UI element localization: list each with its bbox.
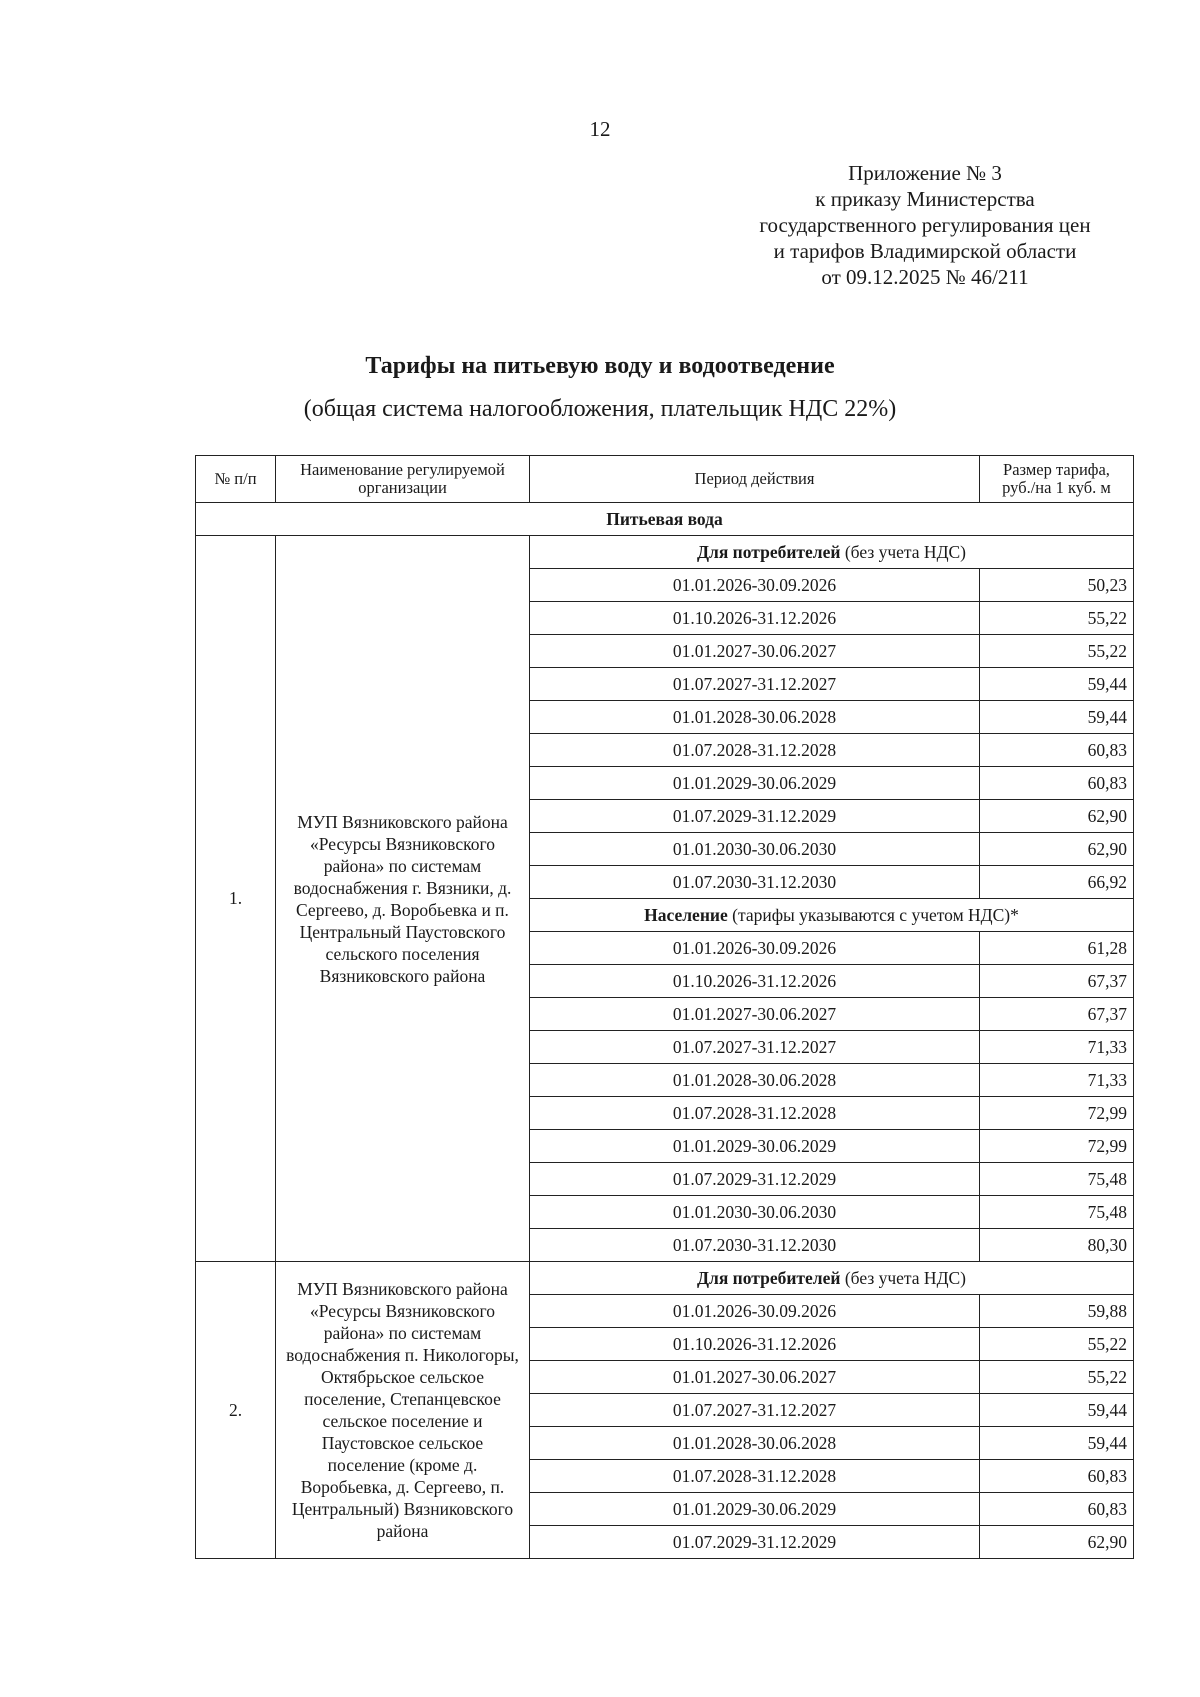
period-cell: 01.01.2029-30.06.2029 xyxy=(530,1130,980,1163)
document-subtitle: (общая система налогообложения, плательщик НДС 22%) xyxy=(303,396,897,422)
tariff-value-cell: 62,90 xyxy=(980,1526,1134,1559)
appendix-line: государственного регулирования цен xyxy=(759,213,1091,237)
tariff-value-cell: 67,37 xyxy=(980,998,1134,1031)
period-cell: 01.07.2027-31.12.2027 xyxy=(530,1031,980,1064)
consumer-group-bold: Для потребителей xyxy=(696,541,841,562)
tariff-value-cell: 55,22 xyxy=(980,1361,1134,1394)
period-cell: 01.07.2030-31.12.2030 xyxy=(530,1229,980,1262)
period-cell: 01.01.2028-30.06.2028 xyxy=(530,1064,980,1097)
tariff-value-cell: 60,83 xyxy=(980,734,1134,767)
tariff-value-cell: 60,83 xyxy=(980,767,1134,800)
consumer-group-label xyxy=(530,536,1134,569)
row-number: 1. xyxy=(196,536,276,1262)
period-cell: 01.01.2027-30.06.2027 xyxy=(530,635,980,668)
period-cell: 01.10.2026-31.12.2026 xyxy=(530,965,980,998)
consumer-group-note: (без учета НДС) xyxy=(840,541,967,562)
tariff-value-cell: 72,99 xyxy=(980,1130,1134,1163)
period-cell: 01.01.2029-30.06.2029 xyxy=(530,1493,980,1526)
appendix-line: к приказу Министерства xyxy=(815,187,1035,211)
tariff-value-cell: 55,22 xyxy=(980,602,1134,635)
tariff-value-cell: 50,23 xyxy=(980,569,1134,602)
period-cell: 01.10.2026-31.12.2026 xyxy=(530,1328,980,1361)
consumer-group-note: (без учета НДС) xyxy=(840,1267,967,1288)
period-cell: 01.01.2030-30.06.2030 xyxy=(530,1196,980,1229)
organization-name: МУП Вязниковского района «Ресурсы Вязниковского района» по системам водоснабжения п. Никологоры, Октябрьское сельское поселение, Степанцевское сельское поселение и Паустовское сельское поселение (кроме д. Воробьевка, д. Сергеево, п. Центральный) Вязниковского района xyxy=(276,1262,530,1559)
period-cell: 01.01.2027-30.06.2027 xyxy=(530,998,980,1031)
tariff-value-cell: 55,22 xyxy=(980,1328,1134,1361)
tariff-value-cell: 60,83 xyxy=(980,1493,1134,1526)
consumer-group-bold: Для потребителей xyxy=(696,1267,841,1288)
period-cell: 01.01.2028-30.06.2028 xyxy=(530,1427,980,1460)
appendix-line: Приложение № 3 xyxy=(848,161,1002,185)
section-row xyxy=(196,503,1134,536)
appendix-block xyxy=(700,160,1150,290)
consumer-group-row xyxy=(196,536,1134,569)
consumer-group-label xyxy=(530,1262,1134,1295)
period-cell: 01.07.2029-31.12.2029 xyxy=(530,800,980,833)
consumer-group-note: (тарифы указываются с учетом НДС)* xyxy=(727,904,1019,925)
period-cell: 01.07.2029-31.12.2029 xyxy=(530,1163,980,1196)
tariff-value-cell: 60,83 xyxy=(980,1460,1134,1493)
tariffs-table xyxy=(195,455,1134,1559)
period-cell: 01.07.2027-31.12.2027 xyxy=(530,1394,980,1427)
period-cell: 01.01.2026-30.09.2026 xyxy=(530,1295,980,1328)
tariff-value-cell: 59,88 xyxy=(980,1295,1134,1328)
table-header-row xyxy=(196,456,1134,503)
tariff-value-cell: 59,44 xyxy=(980,1394,1134,1427)
tariff-value-cell: 67,37 xyxy=(980,965,1134,998)
tariff-value-cell: 55,22 xyxy=(980,635,1134,668)
consumer-group-bold: Население xyxy=(644,904,728,925)
row-number: 2. xyxy=(196,1262,276,1559)
appendix-line: и тарифов Владимирской области xyxy=(773,239,1077,263)
period-cell: 01.07.2028-31.12.2028 xyxy=(530,1097,980,1130)
tariff-value-cell: 62,90 xyxy=(980,833,1134,866)
period-cell: 01.07.2027-31.12.2027 xyxy=(530,668,980,701)
period-cell: 01.01.2029-30.06.2029 xyxy=(530,767,980,800)
period-cell: 01.01.2028-30.06.2028 xyxy=(530,701,980,734)
tariff-value-cell: 59,44 xyxy=(980,701,1134,734)
section-title: Питьевая вода xyxy=(196,503,1134,536)
tariff-value-cell: 71,33 xyxy=(980,1064,1134,1097)
tariff-value-cell: 61,28 xyxy=(980,932,1134,965)
tariff-value-cell: 71,33 xyxy=(980,1031,1134,1064)
tariff-value-cell: 62,90 xyxy=(980,800,1134,833)
consumer-group-label xyxy=(530,899,1134,932)
table-body xyxy=(196,503,1134,1559)
period-cell: 01.01.2026-30.09.2026 xyxy=(530,932,980,965)
header-org: Наименование регулируемой организации xyxy=(276,456,530,503)
tariff-value-cell: 75,48 xyxy=(980,1196,1134,1229)
period-cell: 01.07.2028-31.12.2028 xyxy=(530,734,980,767)
tariff-value-cell: 59,44 xyxy=(980,668,1134,701)
tariff-value-cell: 80,30 xyxy=(980,1229,1134,1262)
header-period: Период действия xyxy=(530,456,980,503)
tariff-value-cell: 75,48 xyxy=(980,1163,1134,1196)
period-cell: 01.01.2030-30.06.2030 xyxy=(530,833,980,866)
consumer-group-row xyxy=(196,1262,1134,1295)
header-num: № п/п xyxy=(196,456,276,503)
period-cell: 01.01.2026-30.09.2026 xyxy=(530,569,980,602)
period-cell: 01.01.2027-30.06.2027 xyxy=(530,1361,980,1394)
tariff-value-cell: 59,44 xyxy=(980,1427,1134,1460)
period-cell: 01.07.2028-31.12.2028 xyxy=(530,1460,980,1493)
period-cell: 01.07.2030-31.12.2030 xyxy=(530,866,980,899)
header-value: Размер тарифа, руб./на 1 куб. м xyxy=(980,456,1134,503)
appendix-line: от 09.12.2025 № 46/211 xyxy=(821,265,1029,289)
page-number: 12 xyxy=(589,117,611,141)
period-cell: 01.10.2026-31.12.2026 xyxy=(530,602,980,635)
tariff-value-cell: 72,99 xyxy=(980,1097,1134,1130)
document-title: Тарифы на питьевую воду и водоотведение xyxy=(365,353,835,379)
period-cell: 01.07.2029-31.12.2029 xyxy=(530,1526,980,1559)
organization-name: МУП Вязниковского района «Ресурсы Вязниковского района» по системам водоснабжения г. Вязники, д. Сергеево, д. Воробьевка и п. Центральный Паустовского сельского поселения Вязниковского района xyxy=(276,536,530,1262)
tariff-value-cell: 66,92 xyxy=(980,866,1134,899)
